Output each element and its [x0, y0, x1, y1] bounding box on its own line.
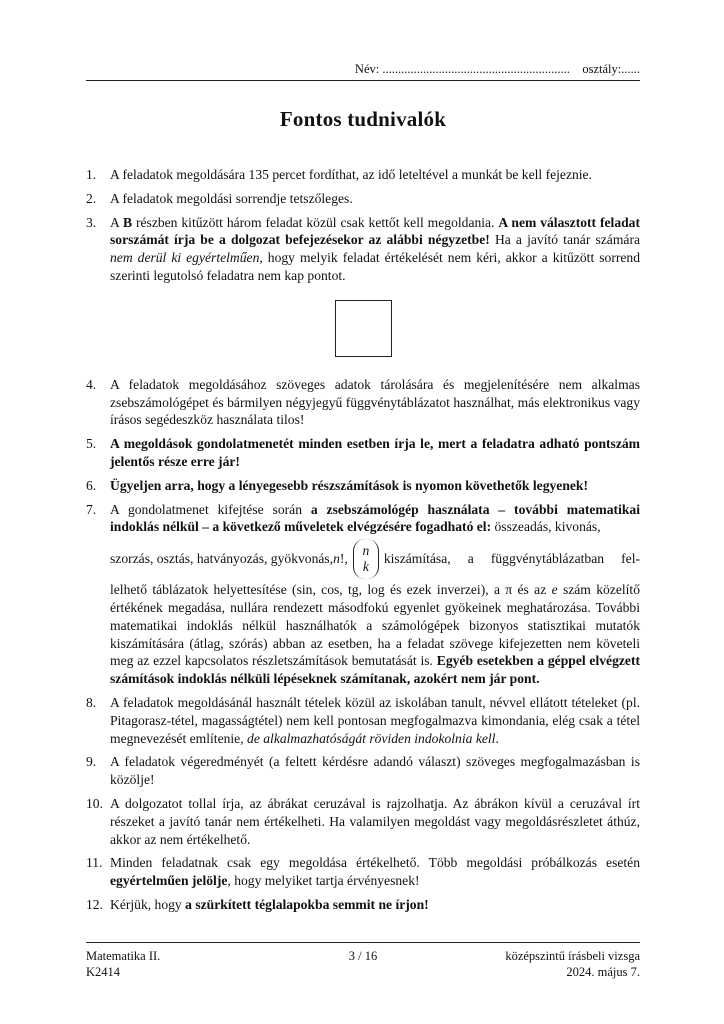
item-number: 12. — [86, 896, 103, 912]
instruction-7 — [86, 501, 640, 688]
instruction-4 — [86, 376, 640, 429]
binomial-coefficient — [353, 539, 379, 579]
item-number: 11. — [86, 855, 103, 871]
skipped-task-number-box[interactable] — [335, 300, 392, 357]
class-label: osztály:...... — [582, 62, 640, 76]
name-class-line — [86, 62, 640, 76]
item-number: 8. — [86, 694, 97, 710]
item-number: 1. — [86, 167, 97, 182]
instruction-6 — [86, 477, 640, 495]
instruction-5 — [86, 435, 640, 471]
instruction-2 — [86, 190, 640, 208]
instructions-list — [86, 166, 640, 920]
footer-exam-type: középszintű írásbeli vizsga — [505, 949, 640, 963]
item-text: A B részben kitűzött három feladat közül csak kettőt kell megoldania. A nem választott feladat sorszámát írja be a dolgozat befejezésekor az alábbi négyzetbe! Ha a javító tanár számára nem derül ki egyértelműen, hogy melyik feladat értékelését nem kéri, akkor a kitűzött sorrend szerinti legutolsó feladatra nem kap pontot. — [110, 214, 641, 283]
item-number: 7. — [86, 501, 97, 517]
instruction-10 — [86, 795, 640, 848]
instruction-11 — [86, 854, 640, 890]
item-number: 9. — [86, 754, 97, 770]
instruction-12 — [86, 896, 640, 914]
item-number: 6. — [86, 477, 97, 493]
footer-code: K2414 — [86, 965, 121, 979]
binomial-line: szorzás, osztás, hatványozás, gyökvonás, n !, n k kiszámítása, a függvénytáblázatban fel- — [110, 539, 640, 579]
item-number: 10. — [86, 795, 103, 811]
item-text: A dolgozatot tollal írja, az ábrákat ceruzával is rajzolhatja. Az ábrákon kívül a ceruzával írt részeket a javító tanár nem értékelheti. Ha valamilyen megoldást vagy megoldásrészletet áthúz, akkor az nem értékelhető. — [110, 795, 640, 847]
name-label: Név: — [354, 62, 380, 76]
instruction-8 — [86, 694, 640, 747]
binom-top: n — [362, 543, 370, 559]
footer-rule — [86, 942, 640, 943]
item-text: A gondolatmenet kifejtése során a zsebszámológép használata – további matematikai indoklás nélkül – a következő műveletek elvégzésére fogadható el: összeadás, kivonás, — [110, 501, 640, 535]
instruction-9 — [86, 753, 640, 789]
footer-page-number: 3 / 16 — [348, 949, 378, 963]
item-text: A feladatok megoldási sorrendje tetszőleges. — [110, 190, 353, 206]
item-text: Ügyeljen arra, hogy a lényegesebb részszámítások is nyomon követhetők legyenek! — [110, 477, 589, 493]
item-text: A feladatok megoldására 135 percet fordíthat, az idő leteltével a munkát be kell fejeznie. — [110, 167, 592, 182]
item-text-continued: lelhető táblázatok helyettesítése (sin, cos, tg, log és ezek inverzei), a π és az e szám közelítő értékének megadása, nullára rendezett másodfokú egyenlet gyökeinek meghatározása. További matematikai indoklás nélkül használhatók a számológépek bizonyos statisztikai mutatók kiszámítására (átlag, szórás) abban az esetben, ha a feladat szövege kifejezetten nem követeli meg az ezzel kapcsolatos részletszámítások bemutatását is. Egyéb esetekben a géppel elvégzett számítások indoklás nélküli lépéseknek számítanak, azokért nem jár pont. — [110, 582, 640, 687]
item-number: 3. — [86, 214, 97, 230]
instruction-1 — [86, 166, 640, 184]
instruction-3 — [86, 214, 640, 357]
footer-date: 2024. május 7. — [566, 965, 640, 979]
footer-subject: Matematika II. — [86, 949, 161, 963]
item-text: A megoldások gondolatmenetét minden esetben írja le, mert a feladatra adható pontszám jelentős része erre jár! — [110, 436, 640, 469]
item-number: 5. — [86, 436, 97, 452]
item-number: 4. — [86, 376, 97, 392]
page-title: Fontos tudnivalók — [279, 107, 447, 131]
item-text: A feladatok megoldásához szöveges adatok tárolására és megjelenítésére nem alkalmas zsebszámológépet és bármilyen négyjegyű függvénytáblázatot használhat, más elektronikus vagy írásos segédeszköz használata tilos! — [110, 376, 640, 428]
name-blank: ............................................................ — [382, 62, 570, 76]
binom-bottom: k — [362, 559, 369, 575]
item-text: Minden feladatnak csak egy megoldása értékelhető. Több megoldási próbálkozás esetén egyértelműen jelölje, hogy melyiket tartja érvényesnek! — [110, 855, 640, 889]
item-text: A feladatok végeredményét (a feltett kérdésre adandó választ) szöveges megfogalmazásban is közölje! — [110, 754, 640, 788]
item-text: Kérjük, hogy a szürkített téglalapokba semmit ne írjon! — [110, 896, 429, 912]
header-rule — [86, 80, 640, 81]
item-text: A feladatok megoldásánál használt tételek közül az iskolában tanult, névvel ellátott tételeket (pl. Pitagorasz-tétel, magasságtétel) nem kell pontosan megfogalmazva kimondania, elég csak a tétel megnevezését említenie, de alkalmazhatóságát röviden indokolnia kell. — [110, 694, 640, 746]
item-number: 2. — [86, 190, 97, 206]
